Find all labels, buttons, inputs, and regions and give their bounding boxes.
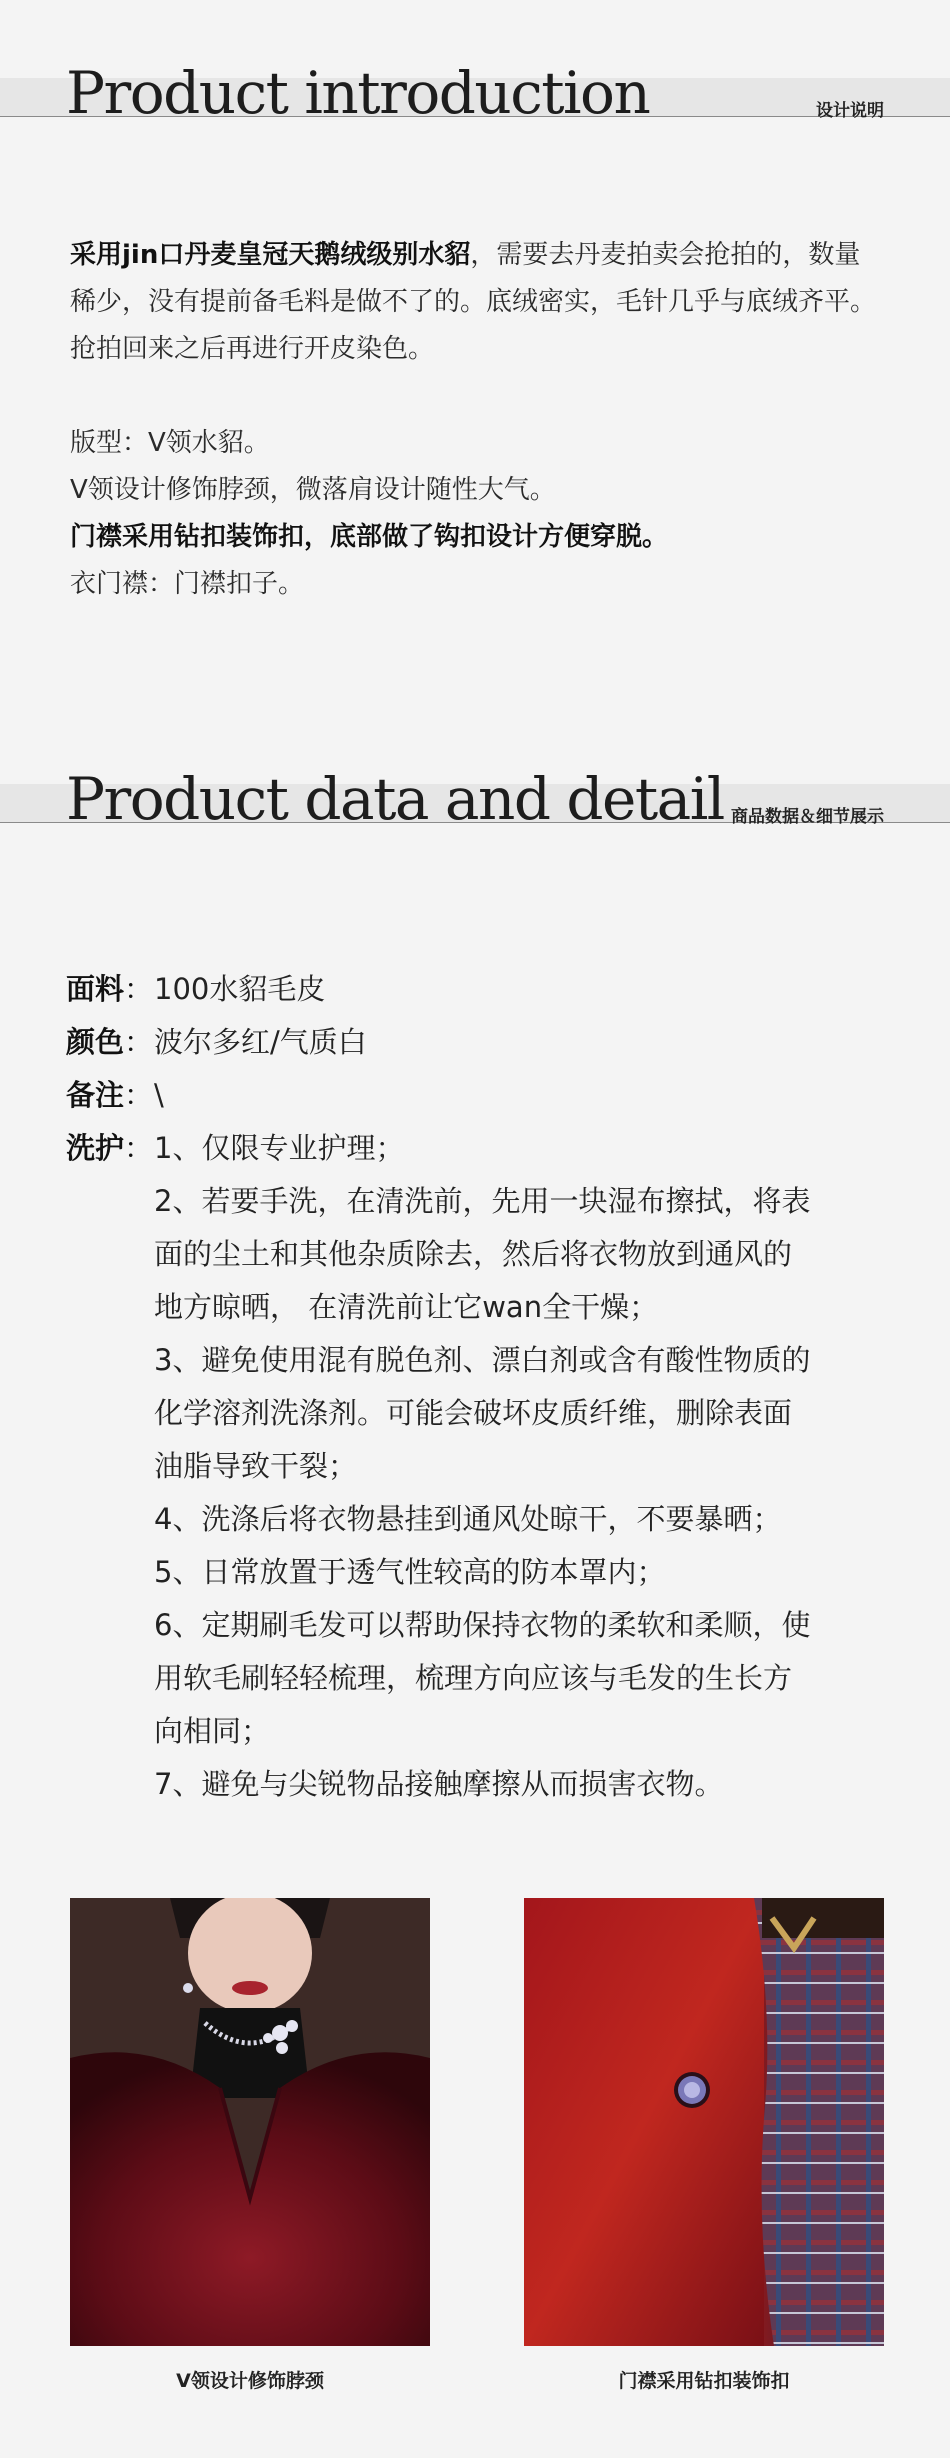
note-value: \: [154, 1078, 164, 1112]
design-note-closure: 衣门襟：门襟扣子。: [70, 569, 305, 599]
section-header-introduction: [0, 59, 950, 144]
intro-bold-text: 采用jin口丹麦皇冠天鹅绒级别水貂: [70, 240, 471, 270]
care-item: 7、避免与尖锐物品接触摩擦从而损害衣物。: [154, 1767, 724, 1801]
design-note-fit: 版型：V领水貂。: [70, 428, 270, 458]
section-header-data-detail: [0, 765, 950, 850]
care-item: 4、洗涤后将衣物悬挂到通风处晾干，不要暴晒；: [154, 1502, 782, 1536]
note-label: 备注: [66, 1078, 125, 1112]
intro-paragraph: [70, 232, 880, 373]
data-row-fabric: 面料： 100水貂毛皮: [66, 963, 896, 1016]
data-row-note: 备注： \: [66, 1069, 896, 1122]
fabric-label: 面料: [66, 972, 125, 1006]
section-title: Product data and detail: [66, 765, 724, 833]
intro-text: ，需要去丹麦拍卖会抢拍的，数量稀少，没有提前备毛料是做不了的。底绒密实，毛针几乎与底绒齐平。抢拍回来之后再进行开皮染色。: [70, 240, 877, 364]
product-data-list: [66, 963, 896, 1811]
intro-design-notes: [70, 420, 880, 608]
photo-vneck-detail: [70, 1898, 430, 2346]
vneck-illustration: [70, 1898, 430, 2346]
color-value: 波尔多红/气质白: [154, 1025, 367, 1059]
button-illustration: [524, 1898, 884, 2346]
section-subtitle: 商品数据＆细节展示: [731, 807, 884, 827]
data-row-color: 颜色： 波尔多红/气质白: [66, 1016, 896, 1069]
care-instructions: [154, 1122, 814, 1811]
care-item: 3、避免使用混有脱色剂、漂白剂或含有酸性物质的化学溶剂洗涤剂。可能会破坏皮质纤维，删除表面油脂导致干裂；: [154, 1343, 811, 1483]
data-row-care: 洗护： 1、仅限专业护理； 2、若要手洗，在清洗前，先用一块湿布擦拭，将表面的尘土和其他杂质除去，然后将衣物放到通风的地方晾晒， 在清洗前让它wan全干燥； 3、避免使用混有脱色剂、漂白剂或含有酸性物质的化学溶剂洗涤剂。可能会破坏皮质纤维，删除表面油脂导致干裂； 4、洗涤后将衣物悬挂到通风处晾干，不要暴晒； 5、日常放置于透气性较高的防本罩内； 6、定期刷毛发可以帮助保持衣物的柔软和柔顺，使用软毛刷轻轻梳理，梳理方向应该与毛发的生长方向相同； 7、避免与尖锐物品接触摩擦从而损害衣物。: [66, 1122, 896, 1811]
caption-button: 门襟采用钻扣装饰扣: [618, 2370, 790, 2392]
design-note-neckline: V领设计修饰脖颈，微落肩设计随性大气。: [70, 475, 556, 505]
care-item: 6、定期刷毛发可以帮助保持衣物的柔软和柔顺，使用软毛刷轻轻梳理，梳理方向应该与毛发的生长方向相同；: [154, 1608, 811, 1748]
photo-button-detail: [524, 1898, 884, 2346]
fabric-value: 100水貂毛皮: [154, 972, 326, 1006]
care-label: 洗护: [66, 1131, 125, 1165]
care-item: 5、日常放置于透气性较高的防本罩内；: [154, 1555, 666, 1589]
color-label: 颜色: [66, 1025, 125, 1059]
care-item: 2、若要手洗，在清洗前，先用一块湿布擦拭，将表面的尘土和其他杂质除去，然后将衣物放到通风的地方晾晒， 在清洗前让它wan全干燥；: [154, 1184, 811, 1324]
care-item: 1、仅限专业护理；: [154, 1131, 405, 1165]
caption-vneck: V领设计修饰脖颈: [176, 2370, 324, 2392]
design-note-placket: 门襟采用钻扣装饰扣，底部做了钩扣设计方便穿脱。: [70, 522, 669, 552]
section-title: Product introduction: [66, 59, 650, 127]
section-subtitle: 设计说明: [816, 101, 884, 121]
